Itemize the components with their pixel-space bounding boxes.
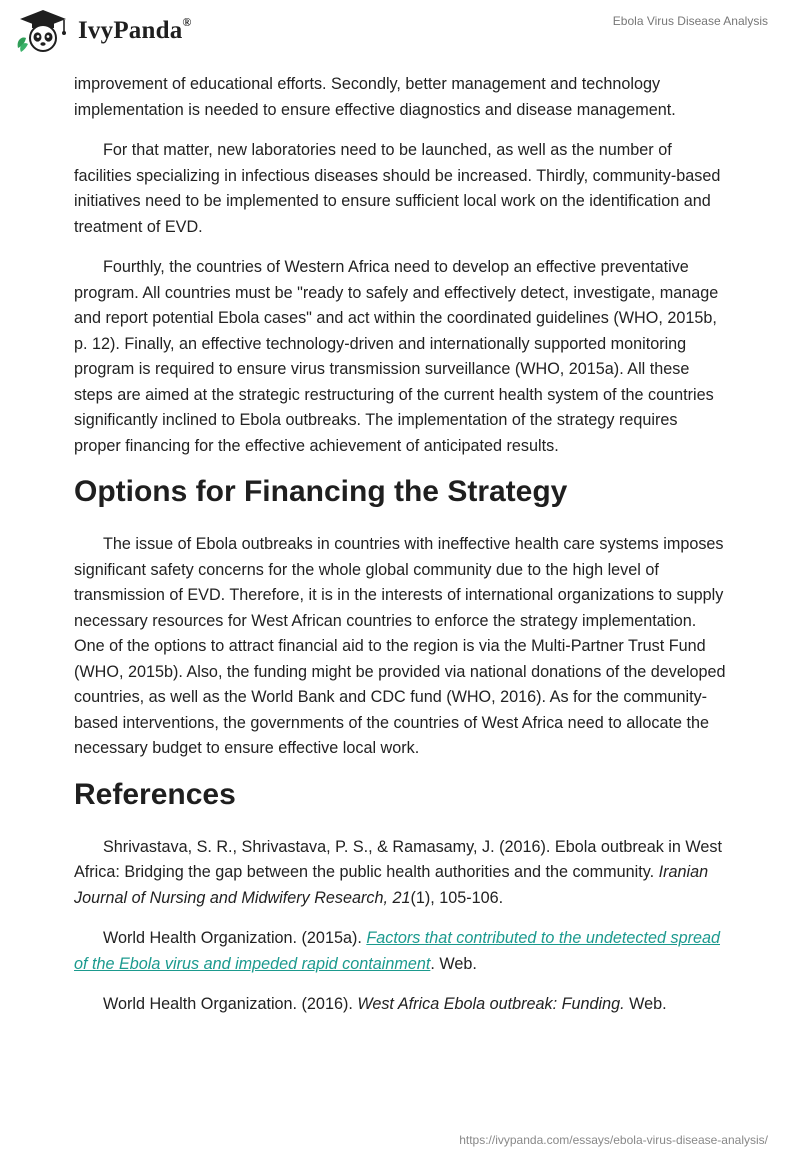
paragraph-4: The issue of Ebola outbreaks in countries with ineffective health care systems imposes significant safety concerns for the whole global community due to the high level of transmission of EVD. Therefore, it is in the interests of international organizations to supply necessary resources for West African countries to enforce the strategy implementation. One of the options to attract financial aid to the region is via the Multi-Partner Trust Fund (WHO, 2015b). Also, the funding might be provided via national donations of the developed countries, as well as the World Bank and CDC fund (WHO, 2016). As for the community-based interventions, the governments of the countries of West Africa need to allocate the necessary budget to ensure effective local work. [74,535,726,757]
heading-references: References [74,777,236,811]
paragraph-1: improvement of educational efforts. Secondly, better management and technology implementation is needed to ensure effective diagnostics and disease management. [74,75,676,119]
reference-link-factors[interactable]: Factors that contributed to the undetected spread of the Ebola virus and impeded rapid containment [74,929,720,973]
document-title: Ebola Virus Disease Analysis [612,14,768,28]
footer-source-url[interactable]: https://ivypanda.com/essays/ebola-virus-disease-analysis/ [459,1133,768,1147]
paragraph-2: For that matter, new laboratories need to be launched, as well as the number of facilities specializing in infectious diseases should be increased. Thirdly, community-based initiatives need to be implemented to ensure sufficient local work on the identification and treatment of EVD. [74,141,721,236]
reference-shrivastava: Shrivastava, S. R., Shrivastava, P. S., & Ramasamy, J. (2016). Ebola outbreak in West Africa: Bridging the gap between the public health authorities and the community. Iranian Journal of Nursing and Midwifery Research, 21(1), 105-106. [74,837,722,907]
panda-graduate-logo-icon [14,8,72,54]
reference-who-2016: World Health Organization. (2016). West Africa Ebola outbreak: Funding. Web. [103,995,667,1013]
page-header [0,0,800,70]
reference-journal: Iranian Journal of Nursing and Midwifery Research, 21 [74,863,709,907]
paragraph-3: Fourthly, the countries of Western Africa need to develop an effective preventative program. All countries must be "ready to safely and effectively detect, investigate, manage and report potential Ebola cases" and act within the coordinated guidelines (WHO, 2015b, p. 12). Finally, an effective technology-driven and internationally supported monitoring program is required to ensure virus transmission surveillance (WHO, 2015a). All these steps are aimed at the strategic restructuring of the current health system of the countries significantly inclined to Ebola outbreaks. The implementation of the strategy requires proper financing for the effective achievement of anticipated results. [74,258,719,455]
brand-name: IvyPanda® [78,15,192,44]
heading-financing-options: Options for Financing the Strategy [74,475,568,508]
article-body [74,72,726,1033]
ivypanda-logo[interactable] [14,8,192,54]
reference-who-2015a: World Health Organization. (2015a). Factors that contributed to the undetected spread of the Ebola virus and impeded rapid containment. Web. [74,929,720,973]
reference-title: West Africa Ebola outbreak: Funding. [357,995,625,1013]
